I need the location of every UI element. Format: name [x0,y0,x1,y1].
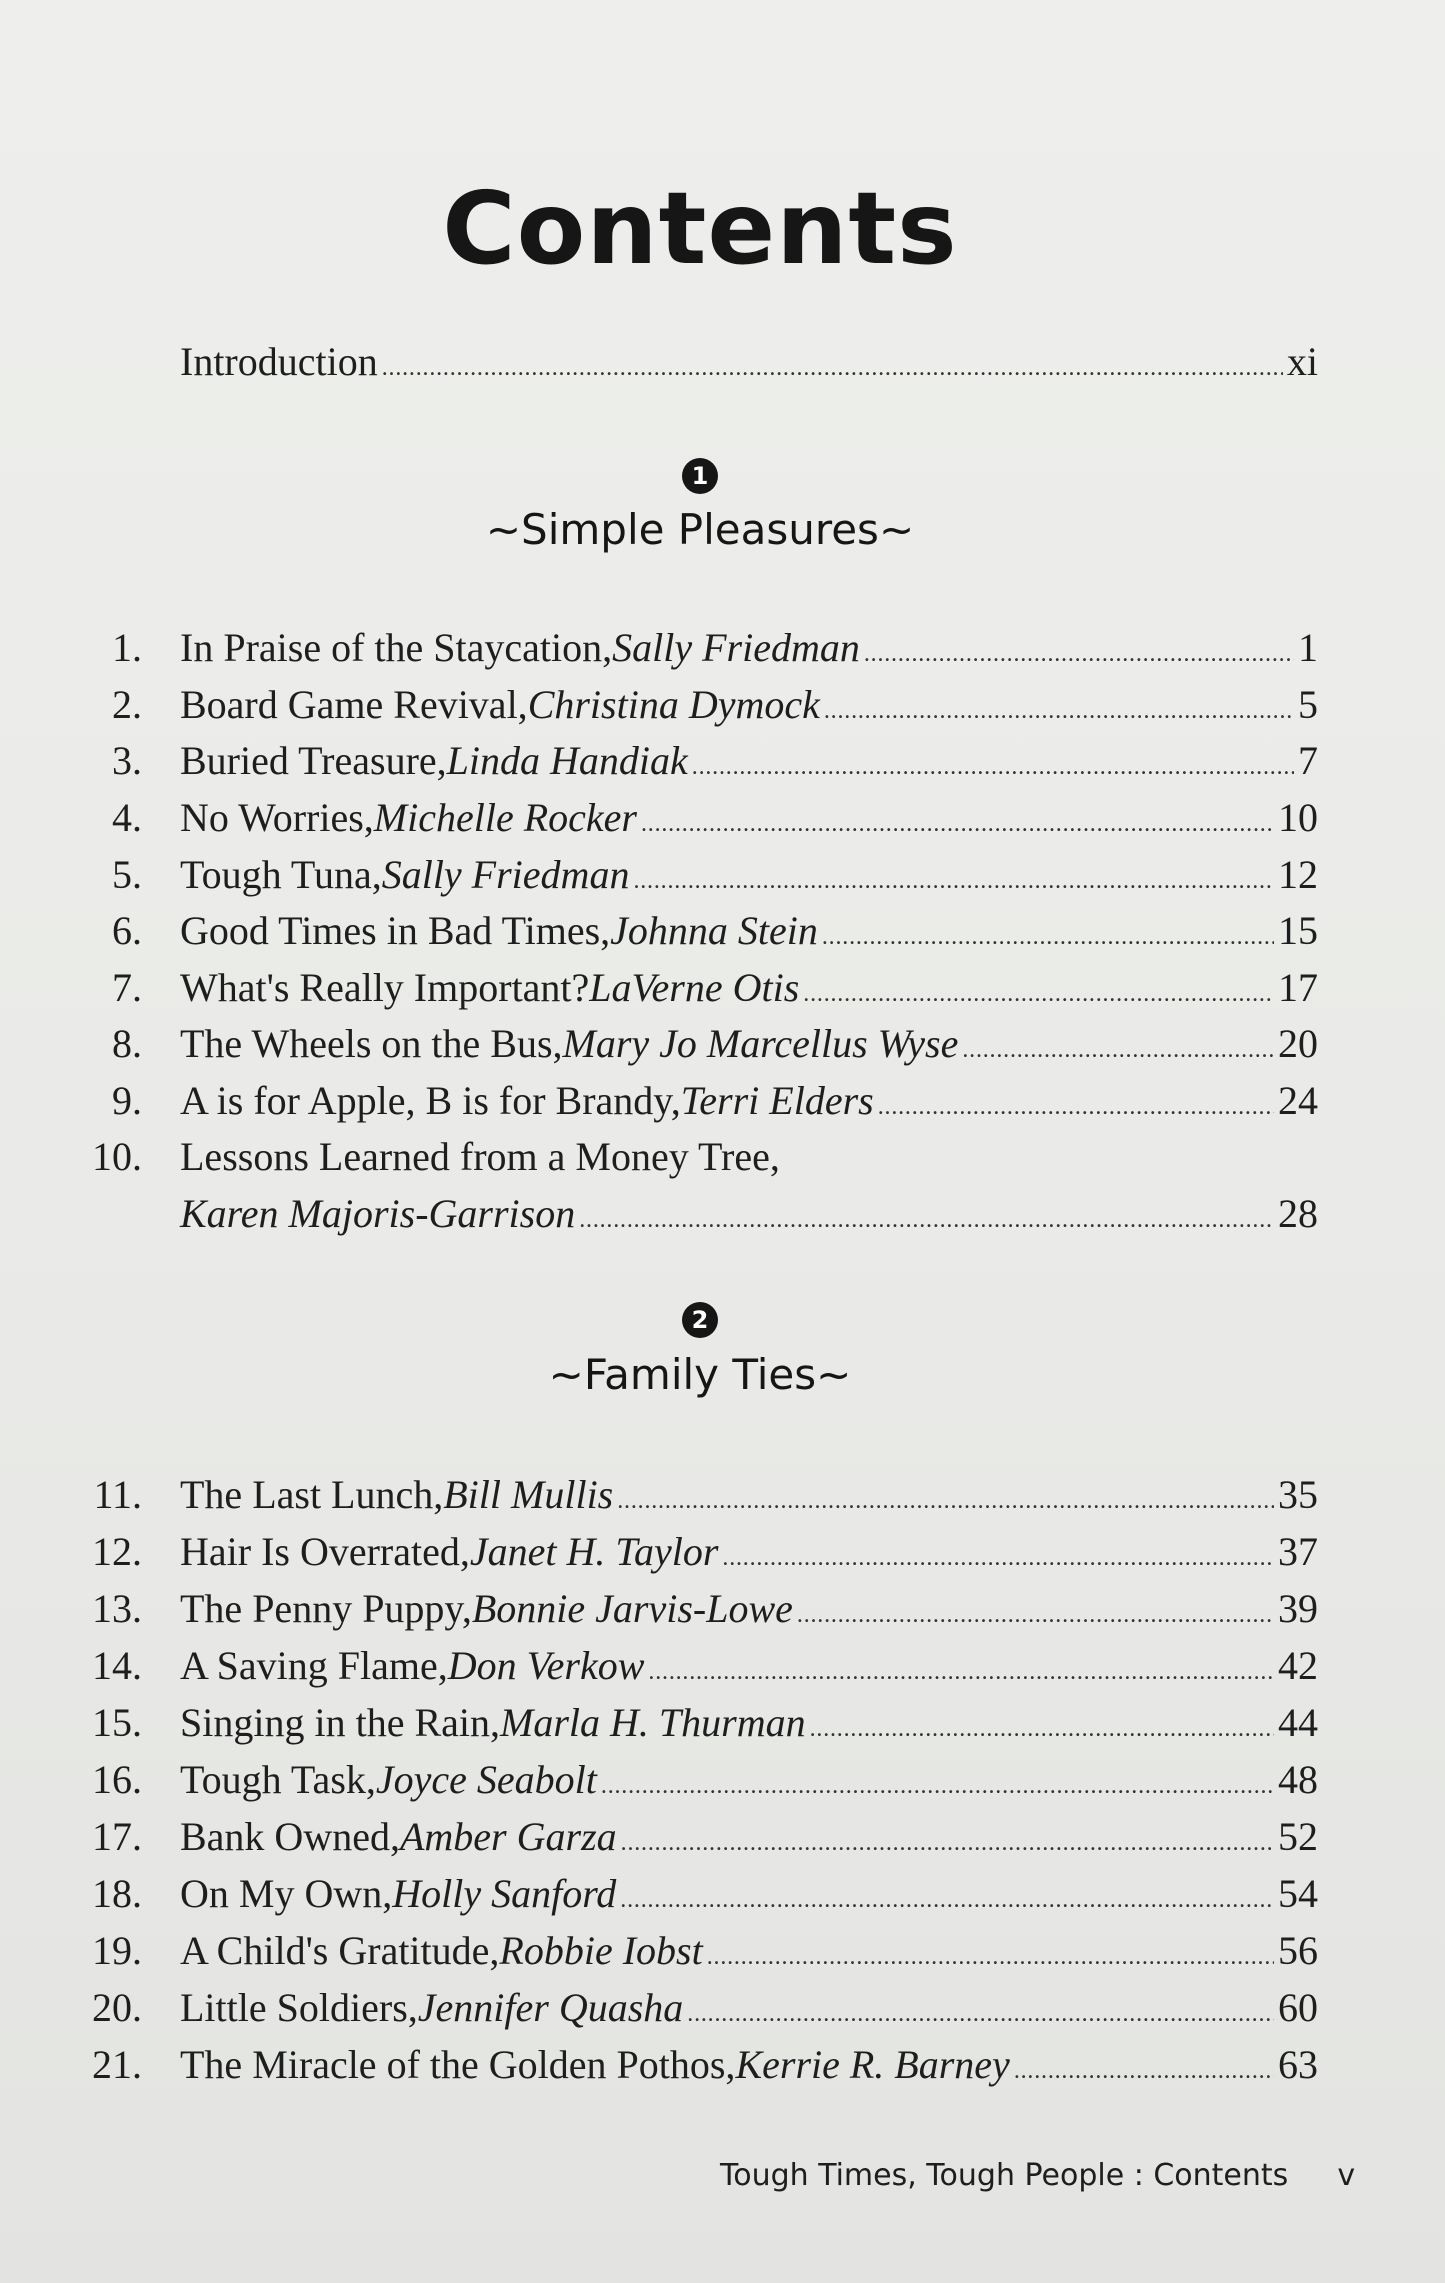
toc-entry-page: 56 [1278,1928,1318,1973]
toc-entry-page: 35 [1278,1472,1318,1517]
toc-entry-title: The Last Lunch, [180,1472,444,1517]
toc-entry-number: 11. [93,1472,142,1517]
toc-entry[interactable] [180,963,1318,1013]
toc-entry-author: Robbie Iobst [499,1928,703,1973]
toc-entry-page: 24 [1278,1078,1318,1123]
toc-entry-title: No Worries, [180,795,374,840]
toc-entry-author: Sally Friedman [381,852,630,897]
toc-entry-title: A is for Apple, B is for Brandy, [180,1078,681,1123]
toc-entry-title: Buried Treasure, [180,738,447,783]
toc-entry-title-line[interactable] [180,1132,1318,1182]
toc-entry-page: 17 [1278,965,1318,1010]
toc-entry[interactable] [180,1076,1318,1126]
toc-entry-number: 1. [112,625,142,670]
leader-dots [617,1470,1274,1520]
toc-entry-number: 3. [112,738,142,783]
leader-dots [722,1527,1274,1577]
page-title: Contents [442,170,958,287]
toc-entry-page: 28 [1278,1191,1318,1236]
footer-page-number: v [1337,2158,1356,2193]
toc-entry-page: 54 [1278,1871,1318,1916]
leader-dots [633,850,1274,900]
toc-entry-title: Good Times in Bad Times, [180,908,611,953]
toc-entry[interactable] [180,1698,1318,1748]
toc-entry-page: 60 [1278,1985,1318,2030]
toc-entry-page: 1 [1298,625,1318,670]
toc-entry-number: 19. [92,1928,142,1973]
toc-entry[interactable] [180,1812,1318,1862]
toc-entry-title: What's Really Important? [180,965,590,1010]
toc-entry-author: Jennifer Quasha [417,1985,684,2030]
leader-dots [1014,2040,1274,2090]
section-number-badge: 1 [682,458,718,494]
toc-entry-author: Terri Elders [680,1078,874,1123]
toc-entry-author: Christina Dymock [527,682,820,727]
toc-entry-number: 10. [92,1134,142,1179]
toc-entry[interactable] [180,1983,1318,2033]
toc-entry-author: Marla H. Thurman [500,1700,806,1745]
toc-entry-page: 5 [1298,682,1318,727]
toc-entry-title: The Miracle of the Golden Pothos, [180,2042,736,2087]
toc-entry-page: 39 [1278,1586,1318,1631]
toc-entry-title: The Wheels on the Bus, [180,1021,563,1066]
leader-dots [707,1926,1274,1976]
toc-entry-title: In Praise of the Staycation, [180,625,613,670]
toc-entry-number: 20. [92,1985,142,2030]
toc-entry-number: 13. [92,1586,142,1631]
toc-entry-number: 9. [112,1078,142,1123]
toc-entry[interactable] [180,1189,1318,1239]
toc-entry-title: On My Own, [180,1871,393,1916]
toc-entry-number: 6. [112,908,142,953]
toc-entry[interactable] [180,1755,1318,1805]
toc-entry-page: 42 [1278,1643,1318,1688]
leader-dots [822,906,1274,956]
leader-dots [648,1641,1274,1691]
toc-entry-author: Bill Mullis [443,1472,614,1517]
leader-dots [962,1019,1274,1069]
toc-entry-author: Joyce Seabolt [375,1757,597,1802]
toc-entry-author: Holly Sanford [392,1871,617,1916]
toc-entry[interactable] [180,1869,1318,1919]
toc-entry[interactable] [180,680,1318,730]
toc-entry-author: Janet H. Taylor [469,1529,719,1574]
toc-entry-title: Bank Owned, [180,1814,400,1859]
toc-entry-author: Michelle Rocker [373,795,637,840]
toc-entry[interactable] [180,1584,1318,1634]
toc-entry-page: 7 [1298,738,1318,783]
toc-entry-author: Linda Handiak [446,738,688,783]
toc-entry[interactable] [180,1926,1318,1976]
leader-dots [797,1584,1274,1634]
toc-entry-number: 16. [92,1757,142,1802]
toc-entry-page: 52 [1278,1814,1318,1859]
toc-entry[interactable] [180,1641,1318,1691]
toc-entry-author: Johnna Stein [610,908,818,953]
toc-entry-title: Singing in the Rain, [180,1700,500,1745]
toc-entry[interactable] [180,1019,1318,1069]
toc-entry-title: Board Game Revival, [180,682,528,727]
toc-entry-number: 14. [92,1643,142,1688]
toc-entry-title: Lessons Learned from a Money Tree, [180,1134,780,1179]
toc-entry-author: Don Verkow [447,1643,645,1688]
section-title: ~Family Ties~ [548,1350,852,1399]
toc-entry[interactable] [180,2040,1318,2090]
toc-entry-author: Karen Majoris-Garrison [180,1191,576,1236]
leader-dots [382,337,1283,387]
toc-entry-number: 21. [92,2042,142,2087]
toc-entry-author: Sally Friedman [612,625,860,670]
leader-dots [864,623,1294,673]
toc-entry-title: Tough Task, [180,1757,376,1802]
toc-entry-page: 63 [1278,2042,1318,2087]
toc-entry-page: 12 [1278,852,1318,897]
running-footer [720,2158,1356,2193]
toc-entry-page: xi [1286,339,1318,384]
toc-entry-author: Mary Jo Marcellus Wyse [562,1021,959,1066]
toc-entry-title: A Saving Flame, [180,1643,448,1688]
toc-entry-page: 37 [1278,1529,1318,1574]
section-title: ~Simple Pleasures~ [485,505,915,554]
toc-entry-title: Introduction [180,339,378,384]
toc-entry-author: LaVerne Otis [589,965,800,1010]
section-number-badge: 2 [682,1302,718,1338]
toc-introduction[interactable] [180,337,1318,387]
toc-entry-page: 15 [1278,908,1318,953]
toc-entry[interactable] [180,736,1318,786]
leader-dots [620,1869,1274,1919]
toc-entry-title: The Penny Puppy, [180,1586,472,1631]
toc-entry-number: 7. [112,965,142,1010]
leader-dots [692,736,1294,786]
toc-entry-author: Bonnie Jarvis-Lowe [471,1586,793,1631]
toc-entry-number: 2. [112,682,142,727]
toc-entry-title: Little Soldiers, [180,1985,418,2030]
toc-entry-author: Kerrie R. Barney [735,2042,1010,2087]
toc-entry[interactable] [180,793,1318,843]
toc-entry-number: 17. [92,1814,142,1859]
leader-dots [803,963,1274,1013]
toc-entry-author: Amber Garza [399,1814,617,1859]
leader-dots [810,1698,1274,1748]
toc-entry-number: 8. [112,1021,142,1066]
leader-dots [579,1189,1274,1239]
toc-entry-number: 12. [92,1529,142,1574]
leader-dots [641,793,1274,843]
toc-entry-page: 44 [1278,1700,1318,1745]
leader-dots [621,1812,1274,1862]
toc-entry-number: 15. [92,1700,142,1745]
toc-entry-number: 4. [112,795,142,840]
leader-dots [687,1983,1274,2033]
leader-dots [878,1076,1274,1126]
toc-entry-page: 10 [1278,795,1318,840]
leader-dots [601,1755,1274,1805]
toc-entry[interactable] [180,906,1318,956]
toc-entry-number: 5. [112,852,142,897]
toc-entry-title: Tough Tuna, [180,852,382,897]
toc-entry[interactable] [180,1527,1318,1577]
toc-entry[interactable] [180,850,1318,900]
toc-entry-page: 48 [1278,1757,1318,1802]
toc-entry-title: Hair Is Overrated, [180,1529,470,1574]
footer-book-title: Tough Times, Tough People : Contents [720,2158,1289,2193]
toc-entry[interactable] [180,1470,1318,1520]
toc-entry[interactable] [180,623,1318,673]
toc-entry-title: A Child's Gratitude, [180,1928,500,1973]
toc-entry-page: 20 [1278,1021,1318,1066]
leader-dots [824,680,1294,730]
toc-entry-number: 18. [92,1871,142,1916]
